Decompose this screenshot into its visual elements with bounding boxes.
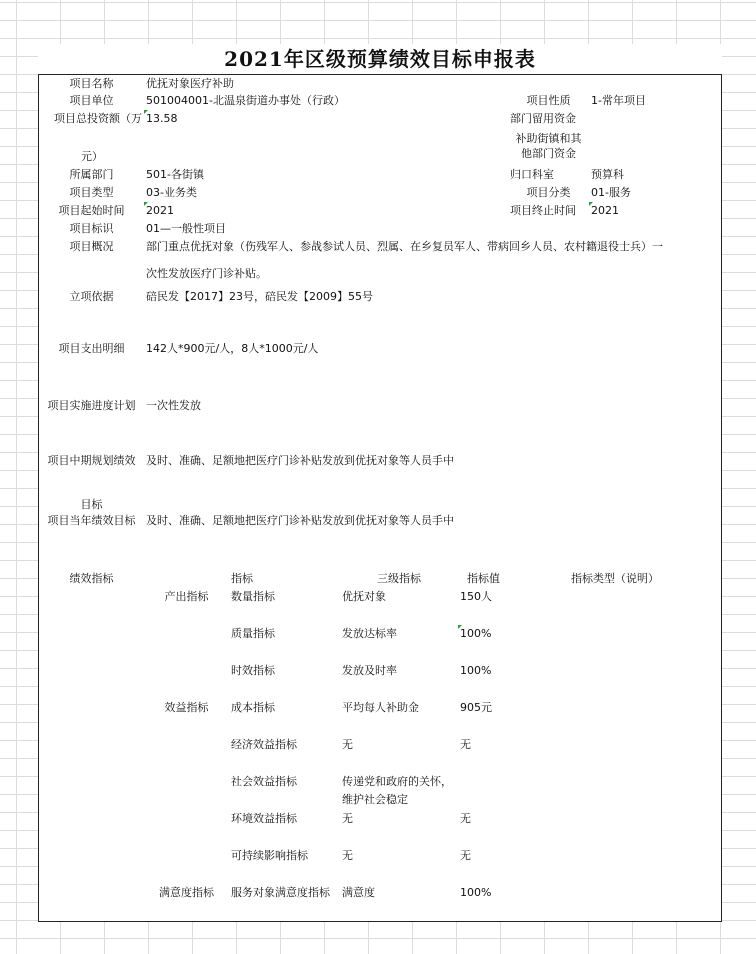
schedule-plan-label: 项目实施进度计划 bbox=[38, 397, 145, 453]
project-unit-value[interactable]: 501004001-北温泉街道办事处（行政） bbox=[144, 92, 509, 111]
sub-indicator: 时效指标 bbox=[229, 662, 341, 700]
retained-funds-label: 部门留用资金 bbox=[508, 110, 590, 129]
schedule-plan-value[interactable]: 一次性发放 bbox=[144, 397, 722, 453]
indicator-value[interactable]: 100% bbox=[458, 662, 510, 700]
subsidy-funds-value[interactable] bbox=[589, 128, 722, 167]
midterm-goal-value[interactable]: 及时、准确、足额地把医疗门诊补贴发放到优抚对象等人员手中 bbox=[144, 452, 722, 513]
indicator-value[interactable]: 905元 bbox=[458, 699, 510, 737]
expense-detail-value[interactable]: 142人*900元/人，8人*1000元/人 bbox=[144, 340, 722, 398]
level3-indicator[interactable]: 平均每人补助金 bbox=[340, 699, 459, 737]
header-level3-indicator: 三级指标 bbox=[340, 570, 459, 589]
header-indicator-type: 指标类型（说明） bbox=[509, 570, 722, 589]
office-value[interactable]: 预算科 bbox=[589, 166, 722, 185]
header-indicator: 指标 bbox=[144, 570, 341, 589]
overview-line2: 次性发放医疗门诊补贴。 bbox=[146, 267, 267, 280]
overview-line1: 部门重点优抚对象（伤残军人、参战参试人员、烈属、在乡复员军人、带病回乡人员、农村籍退役士兵）一 bbox=[146, 240, 663, 253]
indicator-type[interactable] bbox=[509, 884, 722, 922]
annual-goal-value[interactable]: 及时、准确、足额地把医疗门诊补贴发放到优抚对象等人员手中 bbox=[144, 512, 722, 571]
sub-indicator: 环境效益指标 bbox=[229, 810, 341, 848]
project-class-label: 项目分类 bbox=[508, 184, 590, 203]
indicator-type[interactable] bbox=[509, 847, 722, 885]
project-type-value[interactable]: 03-业务类 bbox=[144, 184, 509, 203]
project-mark-label: 项目标识 bbox=[38, 220, 145, 239]
group-benefit: 效益指标 bbox=[144, 699, 230, 885]
start-time-label: 项目起始时间 bbox=[38, 202, 145, 221]
indicator-value[interactable]: 100% bbox=[458, 625, 510, 663]
project-name-value[interactable]: 优抚对象医疗补助 bbox=[144, 74, 722, 93]
end-time-value[interactable]: 2021 bbox=[589, 202, 722, 221]
basis-value[interactable]: 碚民发【2017】23号，碚民发【2009】55号 bbox=[144, 288, 722, 341]
performance-indicators-label: 绩效指标 bbox=[38, 570, 145, 922]
sub-indicator: 质量指标 bbox=[229, 625, 341, 663]
level3-indicator[interactable]: 满意度 bbox=[340, 884, 459, 922]
indicator-value[interactable]: 150人 bbox=[458, 588, 510, 626]
department-value[interactable]: 501-各街镇 bbox=[144, 166, 509, 185]
project-type-label: 项目类型 bbox=[38, 184, 145, 203]
indicator-value[interactable]: 100% bbox=[458, 884, 510, 922]
indicator-value[interactable] bbox=[458, 773, 510, 811]
group-satisfaction: 满意度指标 bbox=[144, 884, 230, 922]
level3-indicator[interactable]: 无 bbox=[340, 736, 459, 774]
expense-detail-label: 项目支出明细 bbox=[38, 340, 145, 398]
project-mark-value[interactable]: 01—一般性项目 bbox=[144, 220, 722, 239]
indicator-type[interactable] bbox=[509, 588, 722, 626]
subsidy-funds-label-line2: 他部门资金 bbox=[521, 147, 576, 160]
office-label: 归口科室 bbox=[508, 166, 590, 185]
total-investment-label-line1: 项目总投资额（万 bbox=[54, 112, 142, 125]
sub-indicator: 数量指标 bbox=[229, 588, 341, 626]
indicator-type[interactable] bbox=[509, 736, 722, 774]
sub-indicator: 可持续影响指标 bbox=[229, 847, 341, 885]
project-unit-label: 项目单位 bbox=[38, 92, 145, 111]
sub-indicator: 成本指标 bbox=[229, 699, 341, 737]
basis-label: 立项依据 bbox=[38, 288, 145, 341]
department-label: 所属部门 bbox=[38, 166, 145, 185]
sub-indicator: 社会效益指标 bbox=[229, 773, 341, 811]
sub-indicator: 经济效益指标 bbox=[229, 736, 341, 774]
indicator-value[interactable]: 无 bbox=[458, 810, 510, 848]
end-time-label: 项目终止时间 bbox=[508, 202, 590, 221]
indicator-value[interactable]: 无 bbox=[458, 736, 510, 774]
sub-indicator: 服务对象满意度指标 bbox=[229, 884, 341, 922]
level3-indicator[interactable]: 发放及时率 bbox=[340, 662, 459, 700]
midterm-goal-label bbox=[38, 452, 145, 513]
subsidy-funds-label bbox=[508, 128, 590, 167]
midterm-goal-label-line1: 项目中期规划绩效 bbox=[47, 454, 136, 467]
indicator-type[interactable] bbox=[509, 810, 722, 848]
indicator-type[interactable] bbox=[509, 699, 722, 737]
header-indicator-value: 指标值 bbox=[458, 570, 510, 589]
start-time-value[interactable]: 2021 bbox=[144, 202, 509, 221]
midterm-goal-label-line2: 目标 bbox=[80, 498, 103, 511]
level3-indicator[interactable]: 传递党和政府的关怀，维护社会稳定 bbox=[340, 773, 459, 811]
indicator-type[interactable] bbox=[509, 625, 722, 663]
project-name-label: 项目名称 bbox=[38, 74, 145, 93]
overview-value[interactable] bbox=[144, 238, 722, 289]
group-output: 产出指标 bbox=[144, 588, 230, 700]
total-investment-label-line2: 元） bbox=[81, 150, 103, 163]
project-class-value[interactable]: 01-服务 bbox=[589, 184, 722, 203]
indicator-value[interactable]: 无 bbox=[458, 847, 510, 885]
sheet-title: 2021年区级预算绩效目标申报表 bbox=[38, 44, 722, 74]
level3-indicator[interactable]: 优抚对象 bbox=[340, 588, 459, 626]
overview-label: 项目概况 bbox=[38, 238, 145, 289]
level3-indicator[interactable]: 无 bbox=[340, 847, 459, 885]
level3-indicator[interactable]: 无 bbox=[340, 810, 459, 848]
retained-funds-value[interactable] bbox=[589, 110, 722, 129]
indicator-type[interactable] bbox=[509, 662, 722, 700]
project-nature-label: 项目性质 bbox=[508, 92, 590, 111]
indicator-type[interactable] bbox=[509, 773, 722, 811]
annual-goal-label: 项目当年绩效目标 bbox=[38, 512, 145, 571]
level3-indicator[interactable]: 发放达标率 bbox=[340, 625, 459, 663]
total-investment-value[interactable]: 13.58 bbox=[144, 110, 509, 167]
project-nature-value[interactable]: 1-常年项目 bbox=[589, 92, 722, 111]
subsidy-funds-label-line1: 补助街镇和其 bbox=[515, 132, 582, 145]
total-investment-label bbox=[38, 110, 145, 167]
